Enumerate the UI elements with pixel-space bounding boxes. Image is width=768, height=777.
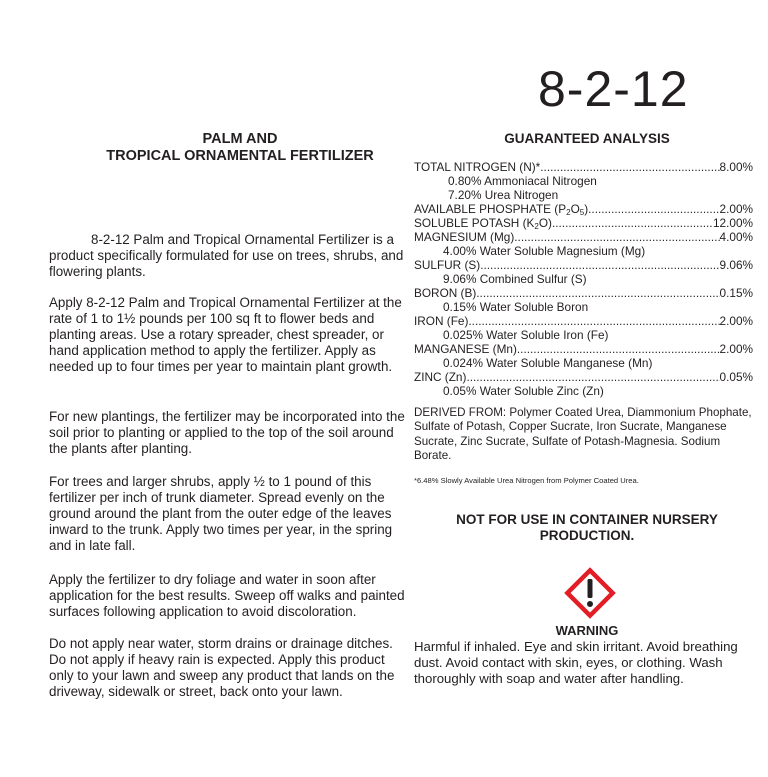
warning-text: Harmful if inhaled. Eye and skin irritant. Avoid breathing dust. Avoid contact with skin, eyes, or clothing. Wash thoroughly with soap and water after handling.: [414, 639, 738, 686]
analysis-sub-urea: 7.20% Urea Nitrogen: [448, 188, 559, 202]
analysis-row-magnesium: [414, 230, 753, 244]
analysis-sub-ammoniacal: 0.80% Ammoniacal Nitrogen: [448, 174, 597, 188]
analysis-row-boron: [414, 286, 753, 300]
analysis-row-nitrogen: [414, 160, 753, 174]
analysis-label: SULFUR (S): [414, 258, 481, 272]
analysis-value: 8.00%: [719, 160, 753, 174]
derived-from-text: DERIVED FROM: Polymer Coated Urea, Diammonium Phophate, Sulfate of Potash, Copper Sucrate, Iron Sucrate, Manganese Sucrate, Zinc Sucrate, Sulfate of Potash-Magnesia. Sodium Borate.: [414, 406, 752, 462]
analysis-label: MANGANESE (Mn): [414, 342, 517, 356]
analysis-label: BORON (B): [414, 286, 477, 300]
analysis-row-potash: [414, 216, 753, 230]
not-for-use-notice: [414, 512, 760, 544]
precautions-paragraph: Do not apply near water, storm drains or drainage ditches. Do not apply if heavy rain is expected. Apply this product only to your lawn and sweep any product that lands on the driveway, sidewalk or street, back onto your lawn.: [49, 636, 395, 699]
analysis-label: TOTAL NITROGEN (N)*: [414, 160, 541, 174]
analysis-sub-magnesium: 4.00% Water Soluble Magnesium (Mg): [443, 244, 646, 258]
application-rate-paragraph: Apply 8-2-12 Palm and Tropical Ornamental Fertilizer at the rate of 1 to 1½ pounds per 100 sq ft to flower beds and planting areas. Use a rotary spreader, chest spreader, or hand application method to apply the fertilizer. Apply as needed up to four times per year to maintain plant growth.: [49, 295, 402, 374]
analysis-label: MAGNESIUM (Mg): [414, 230, 515, 244]
intro-paragraph: 8-2-12 Palm and Tropical Ornamental Fertilizer is a product specifically formulated for use on trees, shrubs, and flowering plants.: [49, 232, 404, 279]
new-plantings-paragraph: For new plantings, the fertilizer may be incorporated into the soil prior to planting or applied to the top of the soil around the plants after planting.: [49, 409, 405, 456]
analysis-sub-manganese: 0.024% Water Soluble Manganese (Mn): [443, 356, 653, 370]
guaranteed-analysis-heading: GUARANTEED ANALYSIS: [504, 131, 670, 146]
analysis-label: IRON (Fe): [414, 314, 469, 328]
analysis-row-iron: [414, 314, 753, 328]
analysis-sub-zinc: 0.05% Water Soluble Zinc (Zn): [443, 384, 604, 398]
analysis-sub-sulfur: 9.06% Combined Sulfur (S): [443, 272, 587, 286]
product-grade: 8-2-12: [538, 61, 689, 117]
analysis-row-phosphate: [414, 202, 753, 216]
exclamation-diamond-icon: [563, 566, 617, 620]
analysis-value: 2.00%: [719, 342, 753, 356]
analysis-sub-boron: 0.15% Water Soluble Boron: [443, 300, 589, 314]
product-title: [60, 131, 420, 165]
analysis-label: SOLUBLE POTASH $(K_2O)$: [414, 216, 552, 231]
analysis-row-sulfur: [414, 258, 753, 272]
analysis-value: 2.00%: [719, 202, 753, 216]
analysis-row-manganese: [414, 342, 753, 356]
analysis-row-zinc: [414, 370, 753, 384]
analysis-value: 2.00%: [719, 314, 753, 328]
analysis-label: ZINC (Zn): [414, 370, 467, 384]
trees-shrubs-paragraph: For trees and larger shrubs, apply ½ to 1 pound of this fertilizer per inch of trunk diameter. Spread evenly on the ground around the plant from the outer edge of the leaves inward to the trunk. Apply two times per year, in the spring and in late fall.: [49, 474, 393, 553]
not-for-use-line-1: NOT FOR USE IN CONTAINER NURSERY: [456, 512, 718, 527]
watering-paragraph: Apply the fertilizer to dry foliage and water in soon after application for the best results. Sweep off walks and painted surfaces following application to avoid discoloration.: [49, 572, 405, 619]
analysis-value: 0.15%: [719, 286, 753, 300]
product-title-line-1: PALM AND: [202, 131, 278, 147]
warning-heading: WARNING: [555, 623, 619, 638]
analysis-value: 4.00%: [719, 230, 753, 244]
not-for-use-line-2: PRODUCTION.: [539, 528, 635, 543]
analysis-sub-iron: 0.025% Water Soluble Iron (Fe): [443, 328, 609, 342]
analysis-value: 12.00%: [712, 216, 753, 230]
analysis-label: AVAILABLE PHOSPHATE $(P_2O_5)$: [414, 202, 589, 217]
nitrogen-footnote: *6.48% Slowly Available Urea Nitrogen from Polymer Coated Urea.: [414, 476, 639, 485]
analysis-value: 9.06%: [719, 258, 753, 272]
product-title-line-2: TROPICAL ORNAMENTAL FERTILIZER: [106, 148, 374, 164]
analysis-value: 0.05%: [719, 370, 753, 384]
